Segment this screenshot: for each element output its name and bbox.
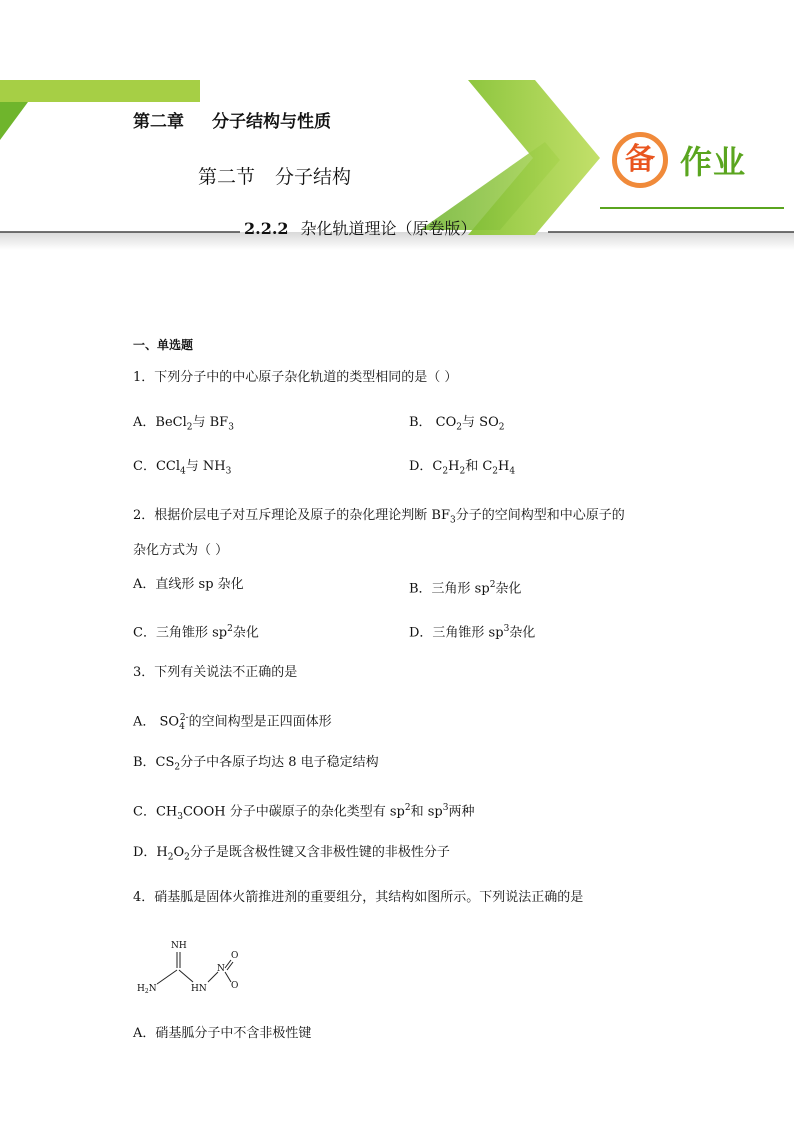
top-left-band bbox=[0, 80, 200, 102]
section-name: 分子结构 bbox=[275, 166, 352, 188]
q2-option-d: D．三角锥形 $sp^3$杂化 bbox=[409, 624, 536, 641]
q2-option-b: B．三角形 $sp^2$杂化 bbox=[409, 580, 522, 597]
q1-option-a: A．BeCl$_2$与 $BF_3$ bbox=[133, 415, 234, 433]
lesson-title bbox=[244, 216, 477, 239]
atom-n: N bbox=[217, 964, 225, 974]
section-title bbox=[198, 162, 351, 189]
corner-triangle bbox=[0, 102, 28, 140]
chapter-name: 分子结构与性质 bbox=[212, 112, 331, 132]
q2-stem: 2．根据价层电子对互斥理论及原子的杂化理论判断 $BF_3$分子的空间构型和中心原子的 杂化方式为（ ） bbox=[133, 508, 625, 558]
q4-option-a: A．硝基胍分子中不含非极性键 bbox=[133, 1026, 312, 1041]
q3-option-c: C．$CH_3COOH$ 分子中碳原子的杂化类型有 $sp^2$和 $sp^3$两种 bbox=[133, 803, 475, 822]
atom-h2n: $H_2N$ bbox=[137, 984, 157, 995]
logo-text: 作业 bbox=[680, 143, 747, 181]
q3-stem: 3．下列有关说法不正确的是 bbox=[133, 665, 298, 680]
q2-option-c: C．三角锥形 $sp^2$杂化 bbox=[133, 624, 259, 641]
question-list bbox=[133, 336, 693, 933]
lesson-name: 杂化轨道理论（原卷版） bbox=[300, 219, 477, 238]
nitroguanidine-structure bbox=[133, 938, 253, 1008]
q1-option-b: B． $CO_2$与 $SO_2$ bbox=[409, 415, 505, 433]
q1-option-c: C．CCl$_4$与 $NH_3$ bbox=[133, 459, 232, 477]
atom-o1: O bbox=[231, 951, 239, 961]
atom-hn: HN bbox=[191, 984, 207, 994]
chapter-number: 第二章 bbox=[133, 112, 184, 132]
section-heading: 一、单选题 bbox=[133, 338, 194, 352]
bond-n-o1-2 bbox=[227, 962, 233, 970]
q4-stem: 4．硝基胍是固体火箭推进剂的重要组分，其结构如图所示。下列说法正确的是 bbox=[133, 890, 584, 905]
q1-options-row-2 bbox=[133, 457, 693, 501]
q3-option-b: B．$CS_2$分子中各原子均达 8 电子稳定结构 bbox=[133, 755, 379, 773]
q1-stem: 1．下列分子中的中心原子杂化轨道的类型相同的是（ ） bbox=[133, 370, 458, 385]
atom-o2: O bbox=[231, 981, 239, 991]
q1-option-d: D．$C_2H_2$和 $C_2H_4$ bbox=[409, 459, 516, 477]
atom-nh: NH bbox=[171, 941, 187, 951]
q3-option-d: D．$H_2O_2$分子是既含极性键又含非极性键的非极性分子 bbox=[133, 845, 450, 863]
q2-options-row-1 bbox=[133, 575, 693, 619]
bond-c-n bbox=[179, 970, 193, 982]
section-number: 第二节 bbox=[198, 166, 256, 188]
bond-c-nh2 bbox=[157, 970, 177, 984]
q2-option-a: A．直线形 sp 杂化 bbox=[133, 577, 244, 592]
lesson-number: 2.2.2 bbox=[244, 219, 289, 238]
q1-options-row-1 bbox=[133, 413, 693, 457]
chapter-title bbox=[133, 107, 331, 132]
q2-options-row-2 bbox=[133, 619, 693, 663]
logo-badge-icon: 备 bbox=[612, 132, 668, 188]
bond-n-o1 bbox=[225, 960, 231, 968]
q3-option-a: A． $SO_4^{2-}$的空间构型是正四面体形 bbox=[133, 713, 332, 732]
